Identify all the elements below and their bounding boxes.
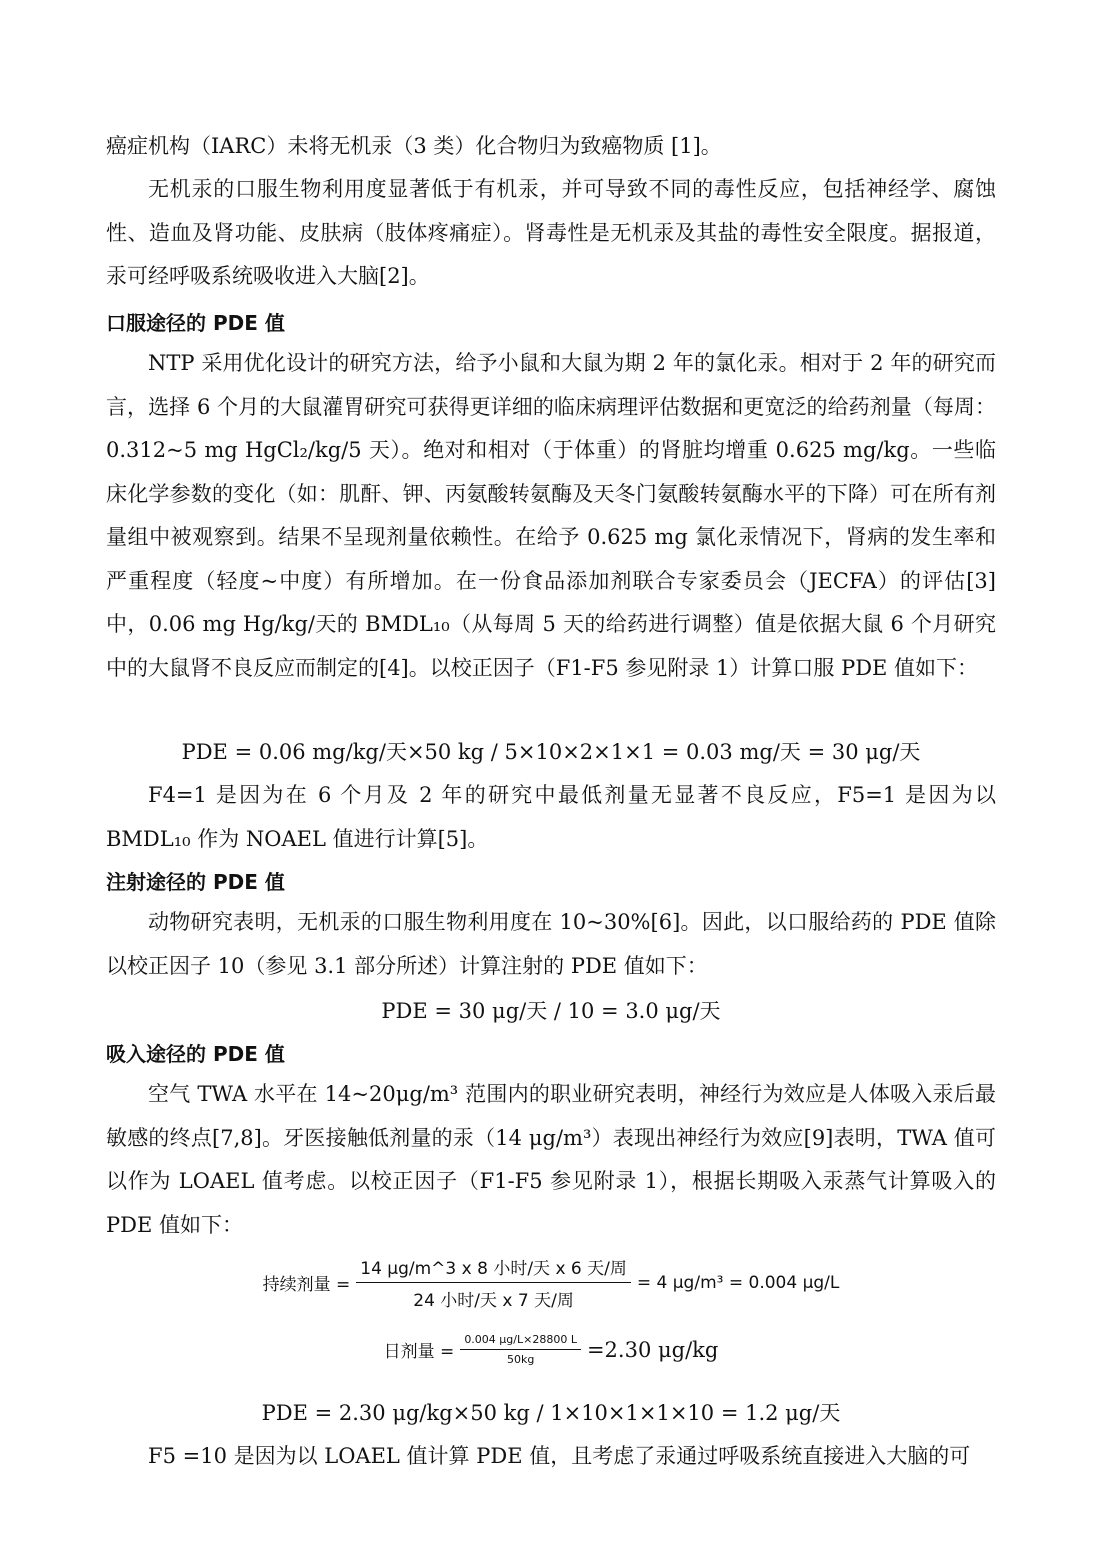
fraction-numerator: 0.004 μg/L×28800 L bbox=[460, 1333, 581, 1350]
paragraph-inhalation: 空气 TWA 水平在 14~20μg/m³ 范围内的职业研究表明，神经行为效应是人体吸入汞后最敏感的终点[7,8]。牙医接触低剂量的汞（14 μg/m³）表现出神经行为效应[9]表明，TWA 值可以作为 LOAEL 值考虑。以校正因子（F1-F5 参见附录 1），根据长期吸入汞蒸气计算吸入的 PDE 值如下： bbox=[106, 1082, 996, 1237]
fraction-numerator: 14 μg/m^3 x 8 小时/天 x 6 天/周 bbox=[356, 1254, 631, 1283]
paragraph-inorganic-mercury: 无机汞的口服生物利用度显著低于有机汞，并可导致不同的毒性反应，包括神经学、腐蚀性、造血及肾功能、皮肤病（肢体疼痛症）。肾毒性是无机汞及其盐的毒性安全限度。据报道，汞可经呼吸系统吸收进入大脑[2]。 bbox=[106, 177, 996, 288]
formula-continuous-dose bbox=[106, 1254, 996, 1311]
fraction-denominator: 50kg bbox=[506, 1353, 535, 1366]
paragraph-oral-study: NTP 采用优化设计的研究方法，给予小鼠和大鼠为期 2 年的氯化汞。相对于 2 年的研究而言，选择 6 个月的大鼠灌胃研究可获得更详细的临床病理评估数据和更宽泛的给药剂量（每周：0.312~5 mg HgCl₂/kg/5 天）。绝对和相对（于体重）的肾脏均增重 0.625 mg/kg。一些临床化学参数的变化（如：肌酐、钾、丙氨酸转氨酶及天冬门氨酸转氨酶水平的下降）可在所有剂量组中被观察到。结果不呈现剂量依赖性。在给予 0.625 mg 氯化汞情况下，肾病的发生率和严重程度（轻度~中度）有所增加。在一份食品添加剂联合专家委员会（JECFA）的评估[3]中，0.06 mg Hg/kg/天的 BMDL₁₀（从每周 5 天的给药进行调整）值是依据大鼠 6 个月研究中的大鼠肾不良反应而制定的[4]。以校正因子（F1-F5 参见附录 1）计算口服 PDE 值如下： bbox=[106, 351, 996, 680]
formula-daily-dose bbox=[106, 1333, 996, 1366]
formula-continuous-dose-label: 持续剂量 = bbox=[262, 1275, 351, 1295]
paragraph-f4-f5: F4=1 是因为在 6 个月及 2 年的研究中最低剂量无显著不良反应，F5=1 是因为以 BMDL₁₀ 作为 NOAEL 值进行计算[5]。 bbox=[106, 783, 996, 851]
formula-daily-dose-result: =2.30 μg/kg bbox=[586, 1337, 719, 1362]
heading-oral-pde: 口服途径的 PDE 值 bbox=[106, 311, 285, 335]
formula-daily-dose-label: 日剂量 = bbox=[383, 1342, 455, 1362]
formula-continuous-dose-result: = 4 μg/m³ = 0.004 μg/L bbox=[636, 1272, 840, 1293]
heading-injection-pde: 注射途径的 PDE 值 bbox=[106, 870, 285, 894]
fraction-daily-dose bbox=[460, 1333, 581, 1366]
paragraph-iarc: 癌症机构（IARC）未将无机汞（3 类）化合物归为致癌物质 [1]。 bbox=[106, 134, 722, 158]
paragraph-f5-loael: F5 =10 是因为以 LOAEL 值计算 PDE 值，且考虑了汞通过呼吸系统直接进入大脑的可 bbox=[148, 1444, 971, 1468]
equation-injection-pde: PDE = 30 μg/天 / 10 = 3.0 μg/天 bbox=[381, 999, 721, 1023]
fraction-continuous-dose bbox=[356, 1254, 631, 1311]
paragraph-injection: 动物研究表明，无机汞的口服生物利用度在 10~30%[6]。因此，以口服给药的 PDE 值除以校正因子 10（参见 3.1 部分所述）计算注射的 PDE 值如下： bbox=[106, 910, 996, 978]
fraction-denominator: 24 小时/天 x 7 天/周 bbox=[413, 1291, 574, 1311]
equation-inhalation-pde: PDE = 2.30 μg/kg×50 kg / 1×10×1×1×10 = 1.2 μg/天 bbox=[261, 1401, 841, 1425]
equation-oral-pde: PDE = 0.06 mg/kg/天×50 kg / 5×10×2×1×1 = 0.03 mg/天 = 30 μg/天 bbox=[181, 740, 921, 764]
heading-inhalation-pde: 吸入途径的 PDE 值 bbox=[106, 1042, 285, 1066]
